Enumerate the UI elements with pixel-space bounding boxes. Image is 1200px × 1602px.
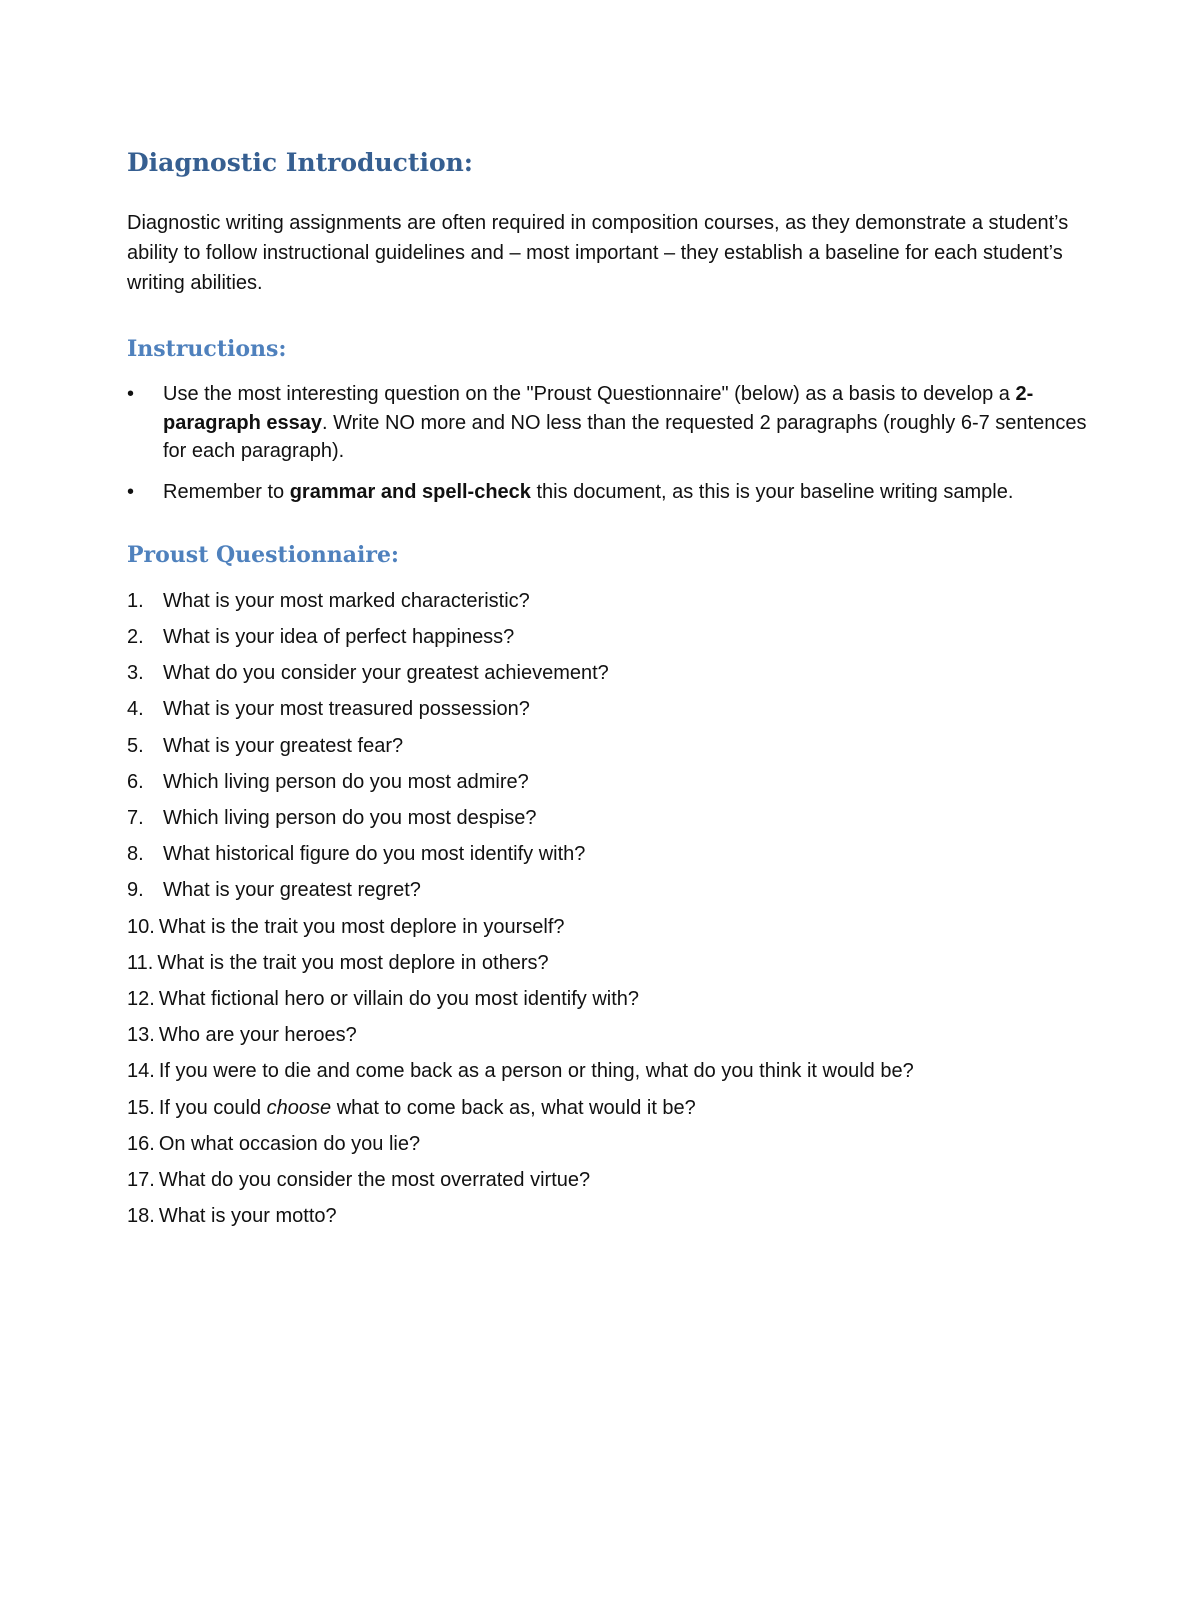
question-item xyxy=(127,728,1087,764)
question-item xyxy=(127,583,1087,619)
question-number: 6. xyxy=(127,770,144,793)
instruction-text: Remember to xyxy=(163,480,290,503)
question-item xyxy=(127,1017,1087,1053)
question-text: If you were to die and come back as a person or thing, what do you think it would be? xyxy=(158,1060,914,1083)
question-text: What is your idea of perfect happiness? xyxy=(163,625,515,648)
bullet-icon: • xyxy=(127,383,135,406)
question-number: 9. xyxy=(127,879,144,902)
instructions-heading: Instructions: xyxy=(127,336,287,362)
question-text: What is your greatest regret? xyxy=(163,879,421,902)
question-text: What is your motto? xyxy=(158,1205,337,1228)
question-item xyxy=(127,981,1087,1017)
question-item xyxy=(127,909,1087,945)
question-item xyxy=(127,1053,1087,1089)
instruction-text: this document, as this is your baseline writing sample. xyxy=(530,480,1014,503)
question-text: Which living person do you most admire? xyxy=(163,770,529,793)
question-number: 3. xyxy=(127,662,144,685)
question-text: What is the trait you most deplore in yourself? xyxy=(158,915,565,938)
intro-paragraph: Diagnostic writing assignments are often required in composition courses, as they demonstrate a student’s ability to follow instructional guidelines and – most important – they establish a baseline for each student’s writing abilities. xyxy=(127,212,1069,294)
question-item xyxy=(127,691,1087,727)
question-text: Which living person do you most despise? xyxy=(163,807,537,829)
question-item xyxy=(127,872,1087,908)
question-text: What do you consider your greatest achievement? xyxy=(163,662,609,685)
instruction-emphasis: grammar and spell-check xyxy=(289,480,531,503)
question-number: 13. xyxy=(127,1024,155,1047)
question-number: 10. xyxy=(127,915,155,938)
question-item xyxy=(127,800,1087,836)
question-text: what to come back as, what would it be? xyxy=(331,1096,696,1119)
proust-heading: Proust Questionnaire: xyxy=(127,542,400,569)
question-number: 8. xyxy=(127,843,144,866)
question-number: 4. xyxy=(127,698,144,721)
question-item xyxy=(127,655,1087,691)
instruction-emphasis: 2-paragraph essay xyxy=(163,383,1034,434)
question-number: 15. xyxy=(127,1096,155,1119)
question-number: 16. xyxy=(127,1132,155,1155)
question-text: What fictional hero or villain do you most identify with? xyxy=(158,988,640,1011)
question-number: 7. xyxy=(127,807,144,829)
question-text: What is your most treasured possession? xyxy=(163,698,530,721)
question-list xyxy=(127,583,1087,1235)
question-text: What is your most marked characteristic? xyxy=(163,589,530,612)
instruction-text: . Write NO more and NO less than the requested 2 paragraphs (roughly 6-7 sentences for each paragraph). xyxy=(163,411,1087,463)
instruction-item xyxy=(127,478,1087,507)
instruction-item xyxy=(127,380,1087,466)
question-text: If you could xyxy=(158,1096,267,1119)
question-number: 14. xyxy=(127,1060,155,1083)
question-number: 2. xyxy=(127,625,144,648)
question-number: 1. xyxy=(127,589,144,612)
question-item xyxy=(127,764,1087,800)
question-number: 11. xyxy=(127,951,154,974)
question-text: What do you consider the most overrated virtue? xyxy=(158,1169,591,1192)
question-emphasis: choose xyxy=(266,1096,332,1119)
question-item xyxy=(127,945,1087,981)
question-number: 17. xyxy=(127,1169,155,1192)
question-text: On what occasion do you lie? xyxy=(158,1132,421,1155)
instruction-text: Use the most interesting question on the "Proust Questionnaire" (below) as a basis to develop a xyxy=(163,383,1016,406)
question-item xyxy=(127,1090,1087,1126)
question-number: 5. xyxy=(127,734,144,757)
question-item xyxy=(127,1198,1087,1234)
question-text: What historical figure do you most identify with? xyxy=(163,843,586,866)
question-item xyxy=(127,619,1087,655)
document-content xyxy=(127,148,1087,1234)
question-item xyxy=(127,836,1087,872)
question-item xyxy=(127,1162,1087,1198)
bullet-icon: • xyxy=(127,480,135,503)
question-number: 18. xyxy=(127,1205,155,1228)
question-item xyxy=(127,1126,1087,1162)
question-text: What is the trait you most deplore in others? xyxy=(157,951,549,974)
intro-heading: Diagnostic Introduction: xyxy=(127,148,474,177)
question-text: Who are your heroes? xyxy=(158,1024,357,1047)
instructions-list xyxy=(127,380,1087,506)
question-text: What is your greatest fear? xyxy=(163,734,404,757)
question-number: 12. xyxy=(127,988,155,1011)
